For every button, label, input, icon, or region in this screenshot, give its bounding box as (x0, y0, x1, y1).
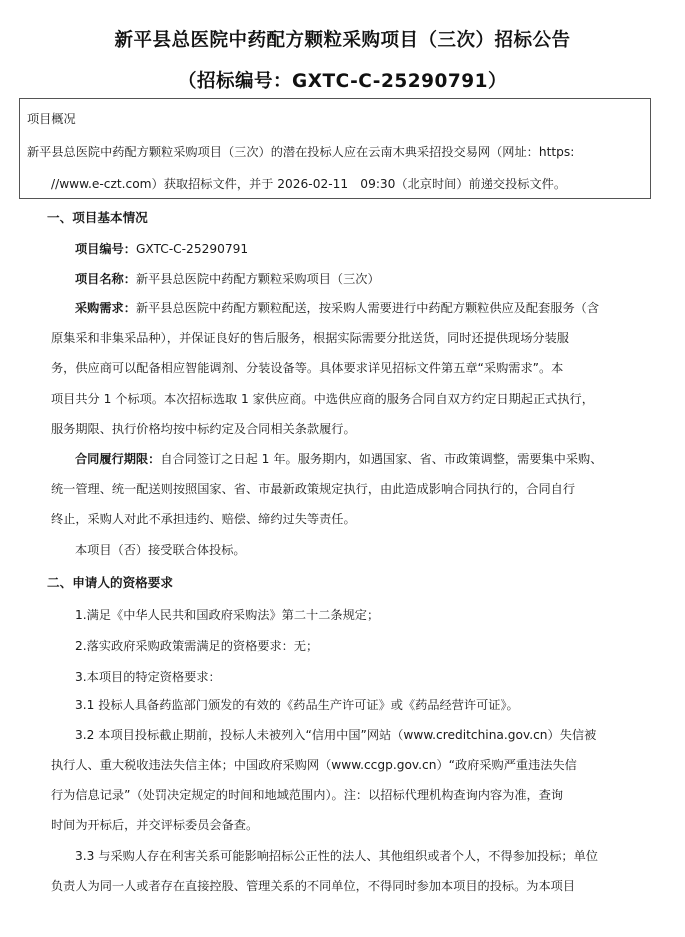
demand-line: 项目共分 1 个标项。本次招标选取 1 家供应商。中选供应商的服务合同自双方约定日期起正式执行， (51, 392, 594, 406)
requirement-item-3-2-line: 时间为开标后，并交评标委员会备查。 (51, 818, 259, 832)
demand-line: 新平县总医院中药配方颗粒配送，按采购人需要进行中药配方颗粒供应及配套服务（含 (135, 301, 600, 315)
contract-period-label: 合同履行期限： (75, 452, 161, 466)
demand-row (75, 301, 599, 315)
consortium-note: 本项目（否）接受联合体投标。 (75, 543, 246, 557)
contract-line: 自合同签订之日起 1 年。服务期内，如遇国家、省、市政策调整，需要集中采购、 (160, 452, 603, 466)
tender-number-subtitle: （招标编号：GXTC-C-25290791） (178, 71, 507, 92)
requirement-item-3-3-line: 负责人为同一人或者存在直接控股、管理关系的不同单位，不得同时参加本项目的投标。为本项目 (51, 879, 576, 893)
requirement-item-1: 1.满足《中华人民共和国政府采购法》第二十二条规定； (75, 608, 380, 622)
requirement-item-3: 3.本项目的特定资格要求： (75, 670, 221, 684)
demand-line: 务，供应商可以配备相应智能调剂、分装设备等。具体要求详见招标文件第五章“采购需求”。本 (51, 361, 564, 375)
demand-line: 服务期限、执行价格均按中标约定及合同相关条款履行。 (51, 422, 356, 436)
project-name-label: 项目名称： (75, 272, 136, 286)
requirement-item-3-3: 3.3 与采购人存在利害关系可能影响招标公正性的法人、其他组织或者个人，不得参加投标；单位 (75, 849, 598, 863)
requirement-item-3-2-line: 执行人、重大税收违法失信主体；中国政府采购网（www.ccgp.gov.cn）“政府采购严重违法失信 (51, 758, 577, 772)
demand-line: 原集采和非集采品种），并保证良好的售后服务，根据实际需要分批送货，同时还提供现场分装服 (51, 331, 569, 345)
requirement-item-3-2: 3.2 本项目投标截止期前，投标人未被列入“信用中国”网站（www.creditchina.gov.cn）失信被 (75, 728, 597, 742)
overview-heading: 项目概况 (27, 112, 76, 126)
demand-label: 采购需求： (75, 301, 136, 315)
overview-line-2: //www.e-czt.com）获取招标文件，并于 2026-02-11 09:30（北京时间）前递交投标文件。 (51, 177, 567, 191)
contract-period-row (75, 452, 602, 466)
requirement-item-2: 2.落实政府采购政策需满足的资格要求：无； (75, 639, 319, 653)
project-number-row (75, 242, 248, 256)
overview-line-1: 新平县总医院中药配方颗粒采购项目（三次）的潜在投标人应在云南木典采招投交易网（网址：https: (27, 145, 575, 159)
contract-line: 终止，采购人对此不承担违约、赔偿、缔约过失等责任。 (51, 512, 356, 526)
section-1-heading: 一、项目基本情况 (47, 210, 148, 225)
contract-line: 统一管理、统一配送则按照国家、省、市最新政策规定执行，由此造成影响合同执行的，合同自行 (51, 482, 576, 496)
project-name-row (75, 272, 380, 286)
section-2-heading: 二、申请人的资格要求 (47, 575, 173, 590)
project-name-value: 新平县总医院中药配方颗粒采购项目（三次） (135, 272, 380, 286)
requirement-item-3-1: 3.1 投标人具备药监部门颁发的有效的《药品生产许可证》或《药品经营许可证》。 (75, 698, 519, 712)
requirement-item-3-2-line: 行为信息记录”（处罚决定规定的时间和地域范围内）。注：以招标代理机构查询内容为准，查询 (51, 788, 564, 802)
project-number-value: GXTC-C-25290791 (135, 242, 249, 256)
page-title: 新平县总医院中药配方颗粒采购项目（三次）招标公告 (114, 30, 571, 51)
project-number-label: 项目编号： (75, 242, 136, 256)
